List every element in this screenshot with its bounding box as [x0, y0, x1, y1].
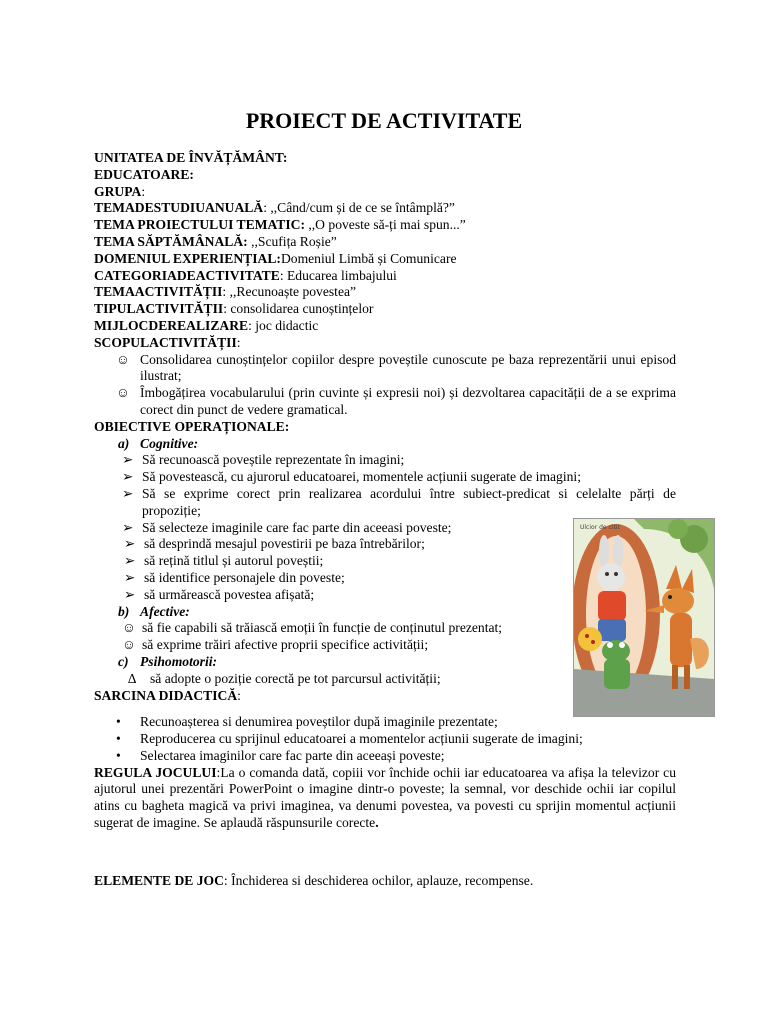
cognitive-item: ➢ Să selecteze imaginile care fac parte din aceeasi poveste; [122, 519, 452, 535]
field-tema-studiu: TEMADESTUDIUANUALĂ: ,,Când/cum și de ce se întâmplă?” [94, 200, 455, 216]
arrow-icon: ➢ [124, 569, 136, 585]
obiective-heading: OBIECTIVE OPERAȚIONALE: [94, 418, 290, 434]
arrow-icon: ➢ [122, 469, 134, 485]
cognitive-item: ➢ să urmărească povestea afișată; [124, 586, 315, 602]
afective-item: ☺ să fie capabili să trăiască emoții în funcție de conținutul prezentat; [122, 620, 503, 636]
arrow-icon: ➢ [124, 553, 136, 569]
arrow-icon: ➢ [122, 452, 134, 468]
arrow-icon: ➢ [124, 586, 136, 602]
smiley-icon: ☺ [116, 385, 130, 401]
field-educatoare: EDUCATOARE: [94, 166, 194, 182]
field-tema-activitatii: TEMAACTIVITĂȚII: ,,Recunoaște povestea” [94, 284, 357, 300]
arrow-icon: ➢ [124, 536, 136, 552]
scop-item: ☺ Îmbogățirea vocabularului (prin cuvinte și expresii noi) și dezvoltarea capacității de a se exprima corect din punct de vedere gramatical. [116, 385, 676, 417]
cognitive-heading: a) Cognitive: [118, 435, 199, 451]
sarcina-heading: SARCINA DIDACTICĂ: [94, 687, 241, 703]
bullet-icon: • [116, 731, 121, 747]
bullet-icon: • [116, 714, 121, 730]
cognitive-item: ➢ Să se exprime corect prin realizarea acordului între subiect-predicat si celelalte părți de propoziție; [122, 485, 676, 518]
field-scopul: SCOPULACTIVITĂȚII: [94, 334, 241, 350]
story-illustration-drawing [574, 519, 714, 716]
smiley-icon: ☺ [116, 351, 130, 367]
arrow-icon: ➢ [122, 519, 134, 535]
field-tema-saptamana: TEMA SĂPTĂMÂNALĂ: ,,Scufița Roșie” [94, 233, 337, 249]
field-categoria: CATEGORIADEACTIVITATE: Educarea limbajului [94, 267, 397, 283]
scop-item: ☺ Consolidarea cunoștințelor copiilor despre poveștile cunoscute pe baza reprezentării unui episod ilustrat; [116, 351, 676, 384]
field-tema-proiect: TEMA PROIECTULUI TEMATIC: ,,O poveste să-ți mai spun...” [94, 217, 466, 233]
spacer [94, 832, 676, 873]
psihomotorii-item: ∆ să adopte o poziție corectă pe tot parcursul activității; [128, 670, 441, 686]
field-domeniul: DOMENIUL EXPERIENȚIAL:Domeniul Limbă și Comunicare [94, 250, 457, 266]
bullet-icon: • [116, 747, 121, 763]
triangle-icon: ∆ [128, 670, 137, 686]
cognitive-item: ➢ să rețină titlul și autorul poveștii; [124, 553, 324, 569]
page-title: PROIECT DE ACTIVITATE [245, 108, 523, 133]
afective-item: ☺ să exprime trăiri afective proprii specifice activității; [122, 637, 429, 653]
sarcina-item: • Selectarea imaginilor care fac parte din aceeași poveste; [116, 747, 445, 763]
smiley-icon: ☺ [122, 620, 136, 636]
regula-jocului: REGULA JOCULUI:La o comanda dată, copiii vor închide ochii iar educatoarea va afișa la televizor cu ajutorul unei prezentări PowerPoint o imagine dintr-o poveste; la semnal, vor deschide ochii iar copilul atins cu bagheta magică va privi imaginea, va denumi povestea, va povesti cu sprijin momentul acțiunii sugerat de imagine. Se aplaudă răspunsurile corecte. [94, 764, 676, 831]
field-tipul: TIPULACTIVITĂȚII: consolidarea cunoștințelor [94, 301, 374, 317]
smiley-icon: ☺ [122, 637, 136, 653]
field-unitatea: UNITATEA DE ÎNVĂȚĂMÂNT: [94, 150, 288, 165]
sarcina-item: • Reproducerea cu sprijinul educatoarei a momentelor acțiunii sugerate de imagini; [116, 731, 583, 747]
image-caption: Ulcior de citit [580, 524, 620, 531]
field-mijloc: MIJLOCDEREALIZARE: joc didactic [94, 317, 319, 333]
afective-heading: b) Afective: [118, 603, 190, 619]
story-illustration [573, 518, 715, 717]
cognitive-item: ➢ să identifice personajele din poveste; [124, 569, 345, 585]
field-grupa: GRUPA: [94, 183, 146, 199]
psihomotorii-heading: c) Psihomotorii: [118, 653, 218, 669]
cognitive-item: ➢ Să povestească, cu ajurorul educatoarei, momentele acțiunii sugerate de imagini; [122, 469, 581, 485]
cognitive-item: ➢ să desprindă mesajul povestirii pe baza întrebărilor; [124, 536, 425, 552]
arrow-icon: ➢ [122, 485, 134, 501]
elemente-de-joc: ELEMENTE DE JOC: Închiderea si deschiderea ochilor, aplauze, recompense. [94, 872, 534, 888]
sarcina-item: • Recunoașterea si denumirea poveștilor după imaginile prezentate; [116, 714, 498, 730]
cognitive-item: ➢ Să recunoască poveștile reprezentate în imagini; [122, 452, 405, 468]
